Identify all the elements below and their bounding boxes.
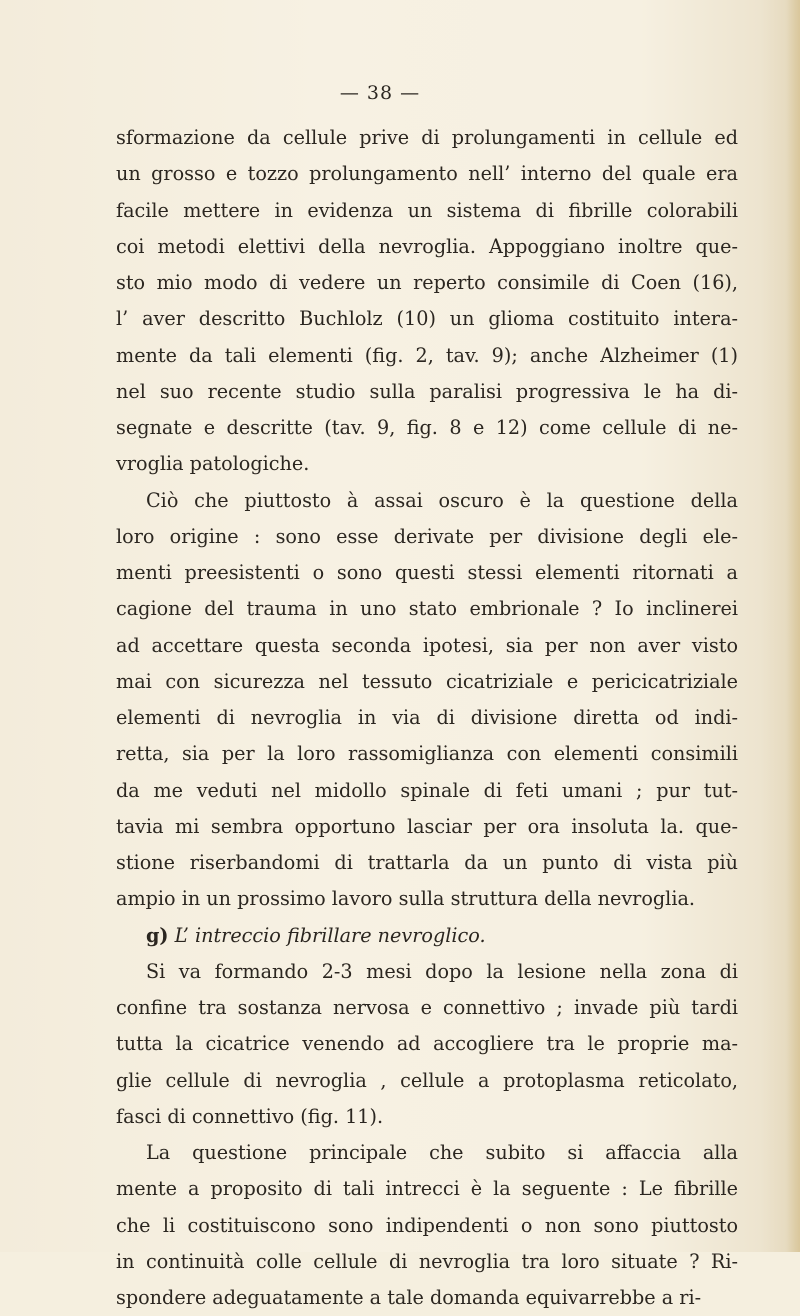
text-line: coi metodi elettivi della nevroglia. Appoggiano inoltre que- [116,234,738,258]
text-line: fasci di connettivo (fig. 11). [116,1104,384,1128]
text-line: spondere adeguatamente a tale domanda equivarrebbe a ri- [116,1286,702,1309]
body-text [116,120,738,1316]
text-line: elementi di nevroglia in via di divisione diretta od indi- [116,706,738,729]
text-line: loro origine : sono esse derivate per divisione degli ele- [116,524,738,548]
page-number: — 38 — [339,82,421,104]
section-heading-title: L’ intreccio fibrillare nevroglico. [174,923,486,947]
text-line: menti preesistenti o sono questi stessi elementi ritornati a [116,561,738,584]
text-line: tutta la cicatrice venendo ad accogliere tra le proprie ma- [116,1032,738,1056]
text-line: da me veduti nel midollo spinale di feti umani ; pur tut- [116,778,738,802]
page-edge-shadow [786,0,800,1252]
text-line: Ciò che piuttosto à assai oscuro è la questione della [146,488,738,512]
section-heading-label: g) [146,923,169,947]
text-line: segnate e descritte (tav. 9, fig. 8 e 12) come cellule di ne- [116,416,738,439]
text-line: in continuità colle cellule di nevroglia tra loro situate ? Ri- [116,1249,738,1273]
text-line: retta, sia per la loro rassomiglianza con elementi consimili [116,742,738,766]
text-line: l’ aver descritto Buchlolz (10) un glioma costituito intera- [116,307,738,331]
text-line: che li costituiscono sono indipendenti o non sono piuttosto [116,1213,738,1237]
text-line: stione riserbandomi di trattarla da un punto di vista più [116,851,738,874]
text-line: mente da tali elementi (fig. 2, tav. 9); anche Alzheimer (1) [116,343,738,367]
text-line: vroglia patologiche. [116,452,310,476]
text-line: nel suo recente studio sulla paralisi progressiva le ha di- [116,379,738,403]
text-line: un grosso e tozzo prolungamento nell’ interno del quale era [116,162,738,186]
text-line: cagione del trauma in uno stato embrionale ? Io inclinerei [116,597,738,621]
text-line: confine tra sostanza nervosa e connettivo ; invade più tardi [116,996,738,1019]
text-line: sformazione da cellule prive di prolungamenti in cellule ed [116,126,738,149]
text-line: sto mio modo di vedere un reperto consimile di Coen (16), [116,271,738,294]
section-heading [116,918,738,954]
text-line: Si va formando 2-3 mesi dopo la lesione nella zona di [146,959,738,983]
text-line: ampio in un prossimo lavoro sulla struttura della nevroglia. [116,887,695,911]
text-line: facile mettere in evidenza un sistema di fibrille colorabili [116,198,738,222]
text-line: ad accettare questa seconda ipotesi, sia per non aver visto [116,633,738,657]
text-line: tavia mi sembra opportuno lasciar per ora insoluta la. que- [116,814,738,838]
text-line: mente a proposito di tali intrecci è la seguente : Le fibrille [116,1177,738,1201]
text-line: La questione principale che subito si affaccia alla [146,1141,738,1164]
text-line: mai con sicurezza nel tessuto cicatriziale e pericicatriziale [116,669,738,693]
text-line: glie cellule di nevroglia , cellule a protoplasma reticolato, [116,1068,738,1092]
